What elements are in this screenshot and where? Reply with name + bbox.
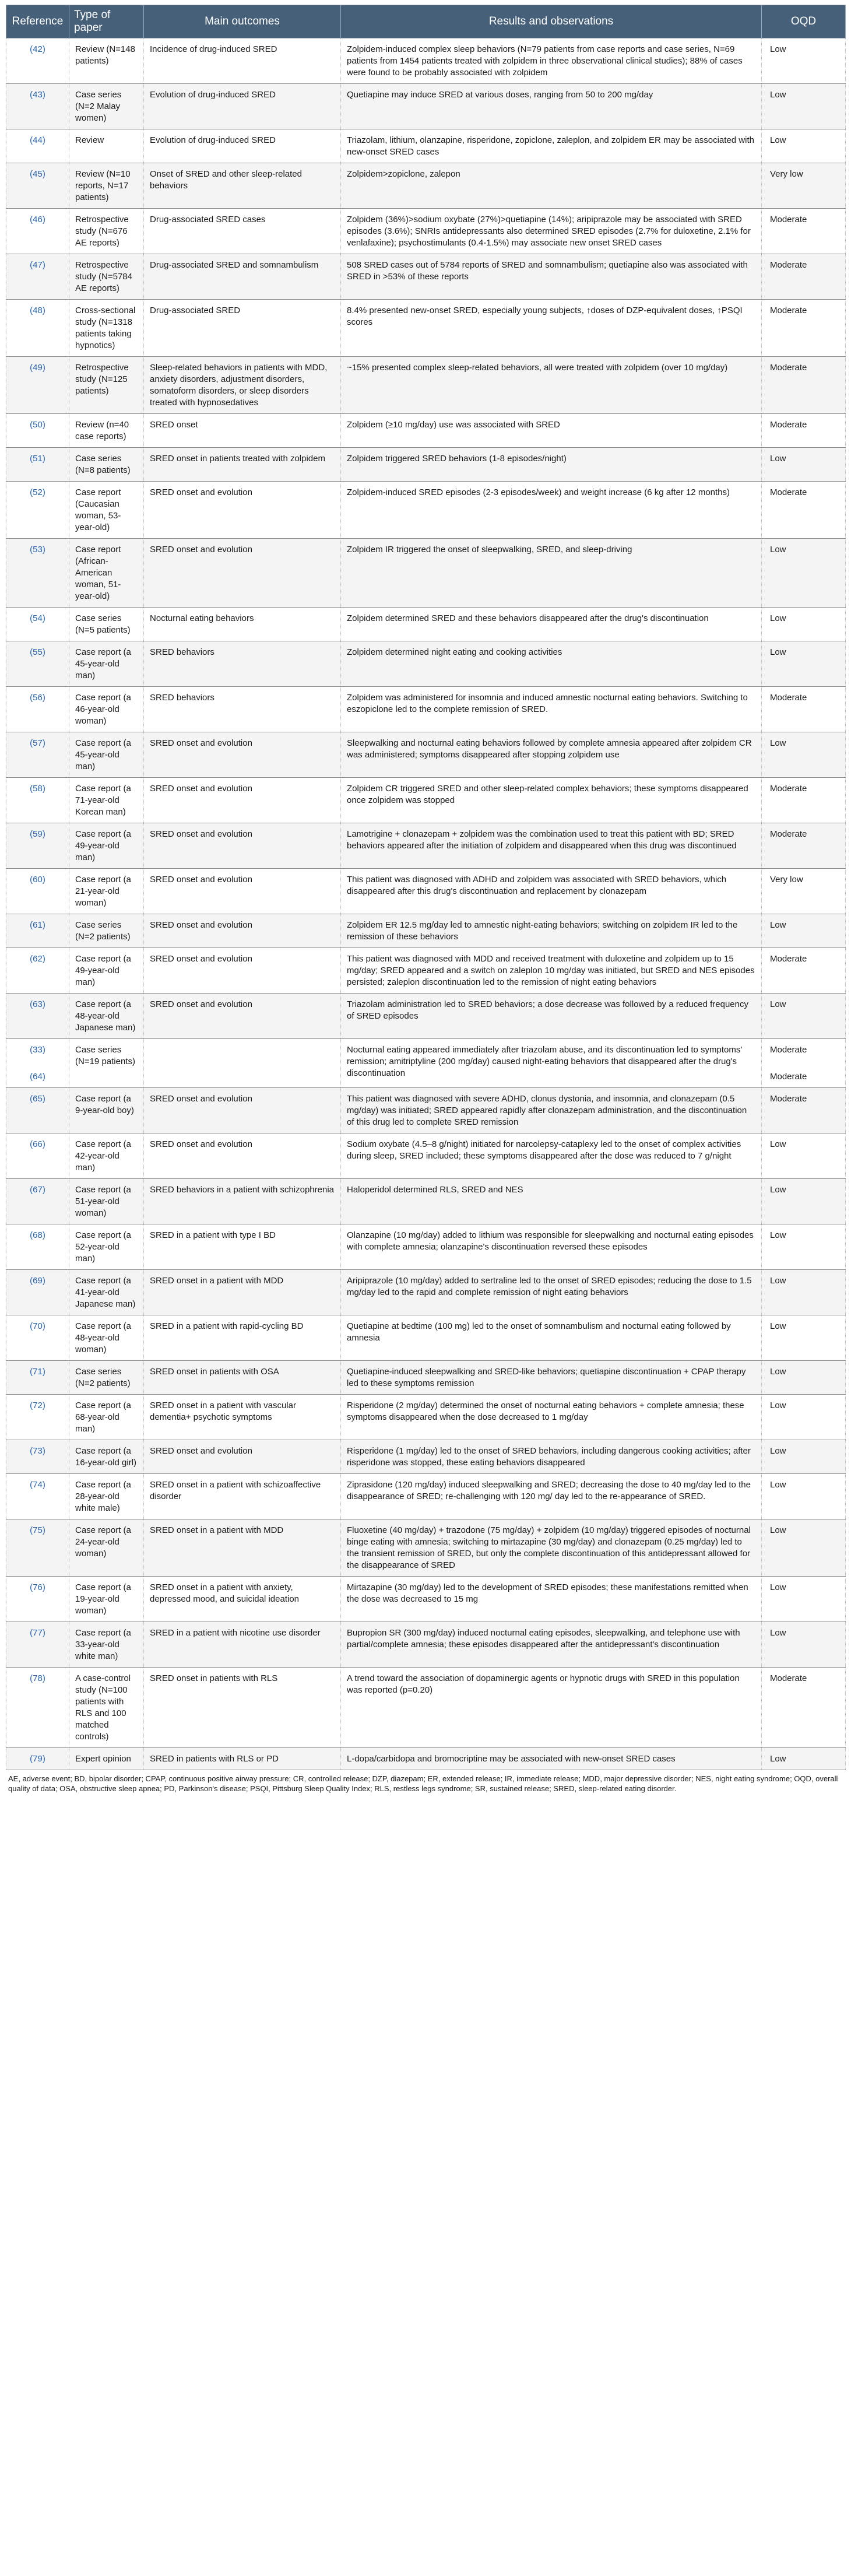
results-cell: Risperidone (1 mg/day) led to the onset of SRED behaviors, including dangerous cooking activities; after risperidone was stopped, these eating behaviors disappeared bbox=[341, 1440, 762, 1474]
type-of-paper-cell: Retrospective study (N=676 AE reports) bbox=[69, 209, 144, 254]
header-type-of-paper: Type of paper bbox=[69, 5, 144, 38]
reference-cell[interactable]: (57) bbox=[6, 732, 69, 778]
type-of-paper-cell: Case series (N=2 patients) bbox=[69, 1361, 144, 1395]
results-cell: Zolpidem-induced SRED episodes (2-3 episodes/week) and weight increase (6 kg after 12 months) bbox=[341, 482, 762, 539]
type-of-paper-cell: Case report (a 68-year-old man) bbox=[69, 1395, 144, 1440]
results-cell: Triazolam administration led to SRED behaviors; a dose decrease was followed by a reduced frequency of SRED episodes bbox=[341, 994, 762, 1039]
reference-cell[interactable]: (61) bbox=[6, 914, 69, 948]
type-of-paper-cell: Case report (a 51-year-old woman) bbox=[69, 1179, 144, 1224]
results-cell: Aripiprazole (10 mg/day) added to sertraline led to the onset of SRED episodes; reducing the dose to 1.5 mg/day led to the rapid and complete remission of night eating behaviors bbox=[341, 1270, 762, 1315]
main-outcomes-cell: SRED onset and evolution bbox=[144, 539, 341, 608]
oqd-cell: Low bbox=[762, 1519, 846, 1577]
type-of-paper-cell: Case report (a 33-year-old white man) bbox=[69, 1622, 144, 1668]
results-cell: This patient was diagnosed with ADHD and zolpidem was associated with SRED behaviors, which disappeared after this drug's discontinuation and replacement by clonazepam bbox=[341, 869, 762, 914]
oqd-cell: Low bbox=[762, 1133, 846, 1179]
results-cell: Quetiapine-induced sleepwalking and SRED-like behaviors; quetiapine discontinuation + CPAP therapy led to these symptoms remission bbox=[341, 1361, 762, 1395]
oqd-cell: Low bbox=[762, 608, 846, 641]
results-cell: Olanzapine (10 mg/day) added to lithium was responsible for sleepwalking and nocturnal eating episodes with complete amnesia; olanzapine's discontinuation reversed these episodes bbox=[341, 1224, 762, 1270]
main-outcomes-cell: SRED in a patient with rapid-cycling BD bbox=[144, 1315, 341, 1361]
reference-cell[interactable]: (70) bbox=[6, 1315, 69, 1361]
table-row bbox=[6, 1440, 846, 1474]
results-cell: A trend toward the association of dopaminergic agents or hypnotic drugs with SRED in this population was reported (p=0.20) bbox=[341, 1668, 762, 1748]
reference-cell[interactable]: (55) bbox=[6, 641, 69, 687]
reference-cell[interactable]: (51) bbox=[6, 448, 69, 482]
type-of-paper-cell: Case report (a 71-year-old Korean man) bbox=[69, 778, 144, 823]
table-row bbox=[6, 1270, 846, 1315]
oqd-cell: Moderate bbox=[762, 1088, 846, 1133]
main-outcomes-cell: SRED onset in a patient with anxiety, depressed mood, and suicidal ideation bbox=[144, 1577, 341, 1622]
oqd-cell: Moderate bbox=[762, 687, 846, 732]
main-outcomes-cell: SRED onset in patients with RLS bbox=[144, 1668, 341, 1748]
type-of-paper-cell: Case report (a 52-year-old man) bbox=[69, 1224, 144, 1270]
reference-cell[interactable] bbox=[6, 1039, 69, 1088]
type-of-paper-cell: Case report (a 16-year-old girl) bbox=[69, 1440, 144, 1474]
type-of-paper-cell: Case report (a 48-year-old Japanese man) bbox=[69, 994, 144, 1039]
type-of-paper-cell: Case report (a 42-year-old man) bbox=[69, 1133, 144, 1179]
results-cell: Sodium oxybate (4.5–8 g/night) initiated for narcolepsy-cataplexy led to the onset of complex activities during sleep, SRED included; these symptoms disappeared after the dose was reduced to 7 g/night bbox=[341, 1133, 762, 1179]
table-row bbox=[6, 300, 846, 357]
reference-cell[interactable]: (78) bbox=[6, 1668, 69, 1748]
oqd-cell: Low bbox=[762, 1315, 846, 1361]
reference-cell[interactable]: (47) bbox=[6, 254, 69, 300]
table-row bbox=[6, 254, 846, 300]
table-row bbox=[6, 687, 846, 732]
reference-cell[interactable]: (67) bbox=[6, 1179, 69, 1224]
main-outcomes-cell: SRED onset and evolution bbox=[144, 1440, 341, 1474]
type-of-paper-cell: Case report (a 49-year-old man) bbox=[69, 948, 144, 994]
main-outcomes-cell: SRED behaviors in a patient with schizophrenia bbox=[144, 1179, 341, 1224]
oqd-cell: Moderate bbox=[762, 300, 846, 357]
oqd-cell: Low bbox=[762, 732, 846, 778]
type-of-paper-cell: Review (N=148 patients) bbox=[69, 38, 144, 84]
type-of-paper-cell: Case report (Caucasian woman, 53-year-old) bbox=[69, 482, 144, 539]
main-outcomes-cell: SRED onset and evolution bbox=[144, 732, 341, 778]
reference-cell[interactable]: (42) bbox=[6, 38, 69, 84]
results-cell: Zolpidem-induced complex sleep behaviors (N=79 patients from case reports and case series, N=69 patients from 1454 patients treated with zolpidem in three observational clinical studies); 88% of cases were found to be probably associated with zolpidem bbox=[341, 38, 762, 84]
oqd-cell bbox=[762, 1039, 846, 1088]
main-outcomes-cell: SRED onset and evolution bbox=[144, 869, 341, 914]
reference-cell[interactable]: (71) bbox=[6, 1361, 69, 1395]
header-results: Results and observations bbox=[341, 5, 762, 38]
table-header bbox=[6, 5, 846, 38]
table-row bbox=[6, 129, 846, 163]
main-outcomes-cell: Onset of SRED and other sleep-related behaviors bbox=[144, 163, 341, 209]
results-cell: ~15% presented complex sleep-related behaviors, all were treated with zolpidem (over 10 mg/day) bbox=[341, 357, 762, 414]
main-outcomes-cell: SRED behaviors bbox=[144, 687, 341, 732]
table-row bbox=[6, 209, 846, 254]
reference-link[interactable]: (64) bbox=[30, 1072, 45, 1082]
results-cell: This patient was diagnosed with MDD and received treatment with duloxetine and zolpidem up to 15 mg/day; SRED appeared and a switch on zaleplon 10 mg/day was initiated, but SRED and NES episodes persisted; zaleplon discontinuation led to the remission of night eating behaviors bbox=[341, 948, 762, 994]
oqd-cell: Low bbox=[762, 914, 846, 948]
main-outcomes-cell: SRED onset in a patient with MDD bbox=[144, 1519, 341, 1577]
reference-cell[interactable]: (49) bbox=[6, 357, 69, 414]
oqd-cell: Very low bbox=[762, 869, 846, 914]
type-of-paper-cell: Case report (a 28-year-old white male) bbox=[69, 1474, 144, 1519]
reference-cell[interactable]: (74) bbox=[6, 1474, 69, 1519]
results-cell: Zolpidem CR triggered SRED and other sleep-related complex behaviors; these symptoms disappeared once zolpidem was stopped bbox=[341, 778, 762, 823]
type-of-paper-cell: Case series (N=5 patients) bbox=[69, 608, 144, 641]
main-outcomes-cell: SRED onset and evolution bbox=[144, 948, 341, 994]
results-cell: L-dopa/carbidopa and bromocriptine may be associated with new-onset SRED cases bbox=[341, 1748, 762, 1770]
main-outcomes-cell: SRED in a patient with type I BD bbox=[144, 1224, 341, 1270]
table-row bbox=[6, 1179, 846, 1224]
main-outcomes-cell: SRED behaviors bbox=[144, 641, 341, 687]
reference-cell[interactable]: (69) bbox=[6, 1270, 69, 1315]
main-outcomes-cell: SRED onset and evolution bbox=[144, 482, 341, 539]
reference-cell[interactable]: (46) bbox=[6, 209, 69, 254]
table-row bbox=[6, 869, 846, 914]
oqd-value: Moderate bbox=[770, 1045, 807, 1055]
reference-cell[interactable]: (50) bbox=[6, 414, 69, 448]
table-row bbox=[6, 357, 846, 414]
table-body bbox=[6, 38, 846, 1770]
main-outcomes-cell: Incidence of drug-induced SRED bbox=[144, 38, 341, 84]
table-row bbox=[6, 732, 846, 778]
table-row bbox=[6, 641, 846, 687]
oqd-cell: Low bbox=[762, 641, 846, 687]
oqd-cell: Moderate bbox=[762, 948, 846, 994]
oqd-cell: Low bbox=[762, 1395, 846, 1440]
oqd-cell: Low bbox=[762, 129, 846, 163]
oqd-cell: Low bbox=[762, 1179, 846, 1224]
main-outcomes-cell: SRED in patients with RLS or PD bbox=[144, 1748, 341, 1770]
oqd-cell: Low bbox=[762, 38, 846, 84]
reference-cell[interactable]: (45) bbox=[6, 163, 69, 209]
reference-cell[interactable]: (53) bbox=[6, 539, 69, 608]
results-cell: Mirtazapine (30 mg/day) led to the development of SRED episodes; these manifestations remitted when the dose was decreased to 15 mg bbox=[341, 1577, 762, 1622]
results-cell: Zolpidem (36%)>sodium oxybate (27%)>quetiapine (14%); aripiprazole may be associated with SRED episodes (3.6%); SNRIs antidepressants also determined SRED episodes (2.7% for duloxetine, 2.1% for venlafaxine); psychostimulants (0.4-1.5%) may associate new onset SRED cases bbox=[341, 209, 762, 254]
reference-cell[interactable]: (52) bbox=[6, 482, 69, 539]
type-of-paper-cell: Cross-sectional study (N=1318 patients taking hypnotics) bbox=[69, 300, 144, 357]
oqd-cell: Low bbox=[762, 1577, 846, 1622]
results-cell: 508 SRED cases out of 5784 reports of SRED and somnambulism; quetiapine also was associated with SRED in >53% of these reports bbox=[341, 254, 762, 300]
main-outcomes-cell: Drug-associated SRED bbox=[144, 300, 341, 357]
main-outcomes-cell: Drug-associated SRED and somnambulism bbox=[144, 254, 341, 300]
main-outcomes-cell: Evolution of drug-induced SRED bbox=[144, 129, 341, 163]
table-row bbox=[6, 1361, 846, 1395]
main-outcomes-cell: SRED onset in patients with OSA bbox=[144, 1361, 341, 1395]
results-cell: Zolpidem determined night eating and cooking activities bbox=[341, 641, 762, 687]
table-row bbox=[6, 1088, 846, 1133]
reference-cell[interactable]: (65) bbox=[6, 1088, 69, 1133]
oqd-cell: Moderate bbox=[762, 482, 846, 539]
studies-table-container bbox=[6, 5, 845, 1794]
oqd-cell: Low bbox=[762, 448, 846, 482]
main-outcomes-cell: SRED onset in a patient with vascular dementia+ psychotic symptoms bbox=[144, 1395, 341, 1440]
table-row bbox=[6, 1315, 846, 1361]
main-outcomes-cell: SRED in a patient with nicotine use disorder bbox=[144, 1622, 341, 1668]
oqd-cell: Low bbox=[762, 1440, 846, 1474]
reference-cell[interactable]: (44) bbox=[6, 129, 69, 163]
type-of-paper-cell: Retrospective study (N=125 patients) bbox=[69, 357, 144, 414]
results-cell: Zolpidem triggered SRED behaviors (1-8 episodes/night) bbox=[341, 448, 762, 482]
results-cell: Zolpidem was administered for insomnia and induced amnestic nocturnal eating behaviors. Switching to eszopiclone led to the complete remission of SRED. bbox=[341, 687, 762, 732]
results-cell: Bupropion SR (300 mg/day) induced nocturnal eating episodes, sleepwalking, and telephone use with partial/complete amnesia; these episodes disappeared after the antidepressant's discontinuation bbox=[341, 1622, 762, 1668]
oqd-value: Moderate bbox=[770, 1072, 807, 1082]
type-of-paper-cell: Review bbox=[69, 129, 144, 163]
table-row bbox=[6, 163, 846, 209]
reference-cell[interactable]: (62) bbox=[6, 948, 69, 994]
oqd-cell: Low bbox=[762, 1224, 846, 1270]
type-of-paper-cell: Expert opinion bbox=[69, 1748, 144, 1770]
header-reference: Reference bbox=[6, 5, 69, 38]
results-cell: Zolpidem IR triggered the onset of sleepwalking, SRED, and sleep-driving bbox=[341, 539, 762, 608]
table-row bbox=[6, 1748, 846, 1770]
reference-cell[interactable]: (76) bbox=[6, 1577, 69, 1622]
table-row bbox=[6, 994, 846, 1039]
reference-cell[interactable]: (68) bbox=[6, 1224, 69, 1270]
table-row bbox=[6, 482, 846, 539]
oqd-cell: Moderate bbox=[762, 1668, 846, 1748]
main-outcomes-cell: Drug-associated SRED cases bbox=[144, 209, 341, 254]
results-cell: Fluoxetine (40 mg/day) + trazodone (75 mg/day) + zolpidem (10 mg/day) triggered episodes of nocturnal binge eating with amnesia; switching to mirtazapine (30 mg/day) and clonazepam (0.25 mg/day) led to the transient remission of SRED, but only the complete discontinuation of this antidepressant allowed for the disappearance of SRED bbox=[341, 1519, 762, 1577]
header-main-outcomes: Main outcomes bbox=[144, 5, 341, 38]
oqd-cell: Low bbox=[762, 994, 846, 1039]
main-outcomes-cell: SRED onset in patients treated with zolpidem bbox=[144, 448, 341, 482]
table-row bbox=[6, 1622, 846, 1668]
oqd-cell: Very low bbox=[762, 163, 846, 209]
studies-table bbox=[6, 5, 846, 1770]
table-row bbox=[6, 38, 846, 84]
table-row bbox=[6, 1395, 846, 1440]
type-of-paper-cell: Review (n=40 case reports) bbox=[69, 414, 144, 448]
results-cell: Sleepwalking and nocturnal eating behaviors followed by complete amnesia appeared after zolpidem CR was administered; symptoms disappeared after stopping zolpidem use bbox=[341, 732, 762, 778]
reference-cell[interactable]: (43) bbox=[6, 84, 69, 129]
table-row bbox=[6, 1577, 846, 1622]
main-outcomes-cell: SRED onset in a patient with schizoaffective disorder bbox=[144, 1474, 341, 1519]
table-footnote: AE, adverse event; BD, bipolar disorder; CPAP, continuous positive airway pressure; CR, controlled release; DZP, diazepam; ER, extended release; IR, immediate release; MDD, major depressive disorder; NES, night eating syndrome; OQD, overall quality of data; OSA, obstructive sleep apnea; PD, Parkinson's disease; PSQI, Pittsburg Sleep Quality Index; RLS, restless legs syndrome; SR, sustained release; SRED, sleep-related eating disorder. bbox=[8, 1774, 838, 1793]
oqd-cell: Low bbox=[762, 84, 846, 129]
main-outcomes-cell: SRED onset in a patient with MDD bbox=[144, 1270, 341, 1315]
reference-cell[interactable]: (72) bbox=[6, 1395, 69, 1440]
oqd-cell: Moderate bbox=[762, 414, 846, 448]
type-of-paper-cell: A case-control study (N=100 patients with RLS and 100 matched controls) bbox=[69, 1668, 144, 1748]
reference-cell[interactable]: (75) bbox=[6, 1519, 69, 1577]
table-row bbox=[6, 608, 846, 641]
results-cell: Quetiapine at bedtime (100 mg) led to the onset of somnambulism and nocturnal eating followed by amnesia bbox=[341, 1315, 762, 1361]
oqd-cell: Moderate bbox=[762, 254, 846, 300]
main-outcomes-cell: SRED onset and evolution bbox=[144, 1133, 341, 1179]
main-outcomes-cell bbox=[144, 1039, 341, 1088]
main-outcomes-cell: Sleep-related behaviors in patients with MDD, anxiety disorders, adjustment disorders, somatoform disorders, or sleep disorders treated with hypnosedatives bbox=[144, 357, 341, 414]
table-row bbox=[6, 448, 846, 482]
type-of-paper-cell: Case series (N=19 patients) bbox=[69, 1039, 144, 1088]
main-outcomes-cell: SRED onset and evolution bbox=[144, 994, 341, 1039]
reference-cell[interactable]: (79) bbox=[6, 1748, 69, 1770]
type-of-paper-cell: Case report (a 19-year-old woman) bbox=[69, 1577, 144, 1622]
table-row bbox=[6, 1668, 846, 1748]
oqd-cell: Low bbox=[762, 1474, 846, 1519]
reference-cell[interactable]: (63) bbox=[6, 994, 69, 1039]
table-row bbox=[6, 778, 846, 823]
main-outcomes-cell: Nocturnal eating behaviors bbox=[144, 608, 341, 641]
table-row bbox=[6, 414, 846, 448]
main-outcomes-cell: SRED onset bbox=[144, 414, 341, 448]
reference-cell[interactable]: (59) bbox=[6, 823, 69, 869]
reference-cell[interactable]: (54) bbox=[6, 608, 69, 641]
table-row bbox=[6, 1474, 846, 1519]
reference-cell[interactable]: (77) bbox=[6, 1622, 69, 1668]
oqd-cell: Moderate bbox=[762, 357, 846, 414]
results-cell: Zolpidem determined SRED and these behaviors disappeared after the drug's discontinuation bbox=[341, 608, 762, 641]
type-of-paper-cell: Case series (N=2 Malay women) bbox=[69, 84, 144, 129]
oqd-cell: Low bbox=[762, 1622, 846, 1668]
reference-cell[interactable]: (58) bbox=[6, 778, 69, 823]
oqd-cell: Moderate bbox=[762, 823, 846, 869]
reference-cell[interactable]: (66) bbox=[6, 1133, 69, 1179]
oqd-cell: Moderate bbox=[762, 209, 846, 254]
table-row bbox=[6, 1519, 846, 1577]
table-row bbox=[6, 1039, 846, 1088]
reference-cell[interactable]: (73) bbox=[6, 1440, 69, 1474]
type-of-paper-cell: Case report (a 48-year-old woman) bbox=[69, 1315, 144, 1361]
reference-cell[interactable]: (48) bbox=[6, 300, 69, 357]
results-cell: Triazolam, lithium, olanzapine, risperidone, zopiclone, zaleplon, and zolpidem ER may be associated with new-onset SRED cases bbox=[341, 129, 762, 163]
type-of-paper-cell: Case report (a 46-year-old woman) bbox=[69, 687, 144, 732]
main-outcomes-cell: SRED onset and evolution bbox=[144, 914, 341, 948]
results-cell: Haloperidol determined RLS, SRED and NES bbox=[341, 1179, 762, 1224]
table-row bbox=[6, 539, 846, 608]
oqd-cell: Low bbox=[762, 539, 846, 608]
main-outcomes-cell: SRED onset and evolution bbox=[144, 1088, 341, 1133]
type-of-paper-cell: Case report (a 21-year-old woman) bbox=[69, 869, 144, 914]
type-of-paper-cell: Case report (a 49-year-old man) bbox=[69, 823, 144, 869]
oqd-cell: Low bbox=[762, 1270, 846, 1315]
type-of-paper-cell: Retrospective study (N=5784 AE reports) bbox=[69, 254, 144, 300]
reference-link[interactable]: (33) bbox=[30, 1045, 45, 1055]
type-of-paper-cell: Case report (a 41-year-old Japanese man) bbox=[69, 1270, 144, 1315]
table-row bbox=[6, 948, 846, 994]
oqd-cell: Moderate bbox=[762, 778, 846, 823]
header-row bbox=[6, 5, 846, 38]
table-row bbox=[6, 914, 846, 948]
main-outcomes-cell: SRED onset and evolution bbox=[144, 778, 341, 823]
type-of-paper-cell: Case report (a 45-year-old man) bbox=[69, 641, 144, 687]
results-cell: This patient was diagnosed with severe ADHD, clonus dystonia, and insomnia, and clonazepam (0.5 mg/day) was initiated; SRED appeared rapidly after clonazepam administration, and the discontinuation of this drug led to complete SRED remission bbox=[341, 1088, 762, 1133]
table-row bbox=[6, 1224, 846, 1270]
results-cell: Zolpidem>zopiclone, zalepon bbox=[341, 163, 762, 209]
reference-cell[interactable]: (56) bbox=[6, 687, 69, 732]
oqd-cell: Low bbox=[762, 1361, 846, 1395]
results-cell: Quetiapine may induce SRED at various doses, ranging from 50 to 200 mg/day bbox=[341, 84, 762, 129]
reference-cell[interactable]: (60) bbox=[6, 869, 69, 914]
results-cell: Nocturnal eating appeared immediately after triazolam abuse, and its discontinuation led to symptoms' remission; amitriptyline (200 mg/day) caused night-eating behaviors that disappeared after the drug's discontinuation bbox=[341, 1039, 762, 1088]
type-of-paper-cell: Case report (African-American woman, 51-year-old) bbox=[69, 539, 144, 608]
header-oqd: OQD bbox=[762, 5, 846, 38]
main-outcomes-cell: Evolution of drug-induced SRED bbox=[144, 84, 341, 129]
results-cell: Zolpidem (≥10 mg/day) use was associated with SRED bbox=[341, 414, 762, 448]
type-of-paper-cell: Case series (N=8 patients) bbox=[69, 448, 144, 482]
type-of-paper-cell: Case report (a 24-year-old woman) bbox=[69, 1519, 144, 1577]
type-of-paper-cell: Case report (a 9-year-old boy) bbox=[69, 1088, 144, 1133]
results-cell: Lamotrigine + clonazepam + zolpidem was the combination used to treat this patient with BD; SRED behaviors appeared after the initiation of zolpidem and disappeared when this drug was discontinued bbox=[341, 823, 762, 869]
results-cell: Zolpidem ER 12.5 mg/day led to amnestic night-eating behaviors; switching on zolpidem IR led to the remission of these behaviors bbox=[341, 914, 762, 948]
type-of-paper-cell: Case report (a 45-year-old man) bbox=[69, 732, 144, 778]
type-of-paper-cell: Review (N=10 reports, N=17 patients) bbox=[69, 163, 144, 209]
table-row bbox=[6, 823, 846, 869]
table-row bbox=[6, 84, 846, 129]
results-cell: Risperidone (2 mg/day) determined the onset of nocturnal eating behaviors + complete amnesia; these symptoms disappeared when the dose decreased to 1 mg/day bbox=[341, 1395, 762, 1440]
results-cell: Ziprasidone (120 mg/day) induced sleepwalking and SRED; decreasing the dose to 40 mg/day led to the disappearance of SRED; re-challenging with 120 mg/ day led to the re-appearance of SRED. bbox=[341, 1474, 762, 1519]
type-of-paper-cell: Case series (N=2 patients) bbox=[69, 914, 144, 948]
main-outcomes-cell: SRED onset and evolution bbox=[144, 823, 341, 869]
table-row bbox=[6, 1133, 846, 1179]
oqd-cell: Low bbox=[762, 1748, 846, 1770]
results-cell: 8.4% presented new-onset SRED, especially young subjects, ↑doses of DZP-equivalent doses, ↑PSQI scores bbox=[341, 300, 762, 357]
